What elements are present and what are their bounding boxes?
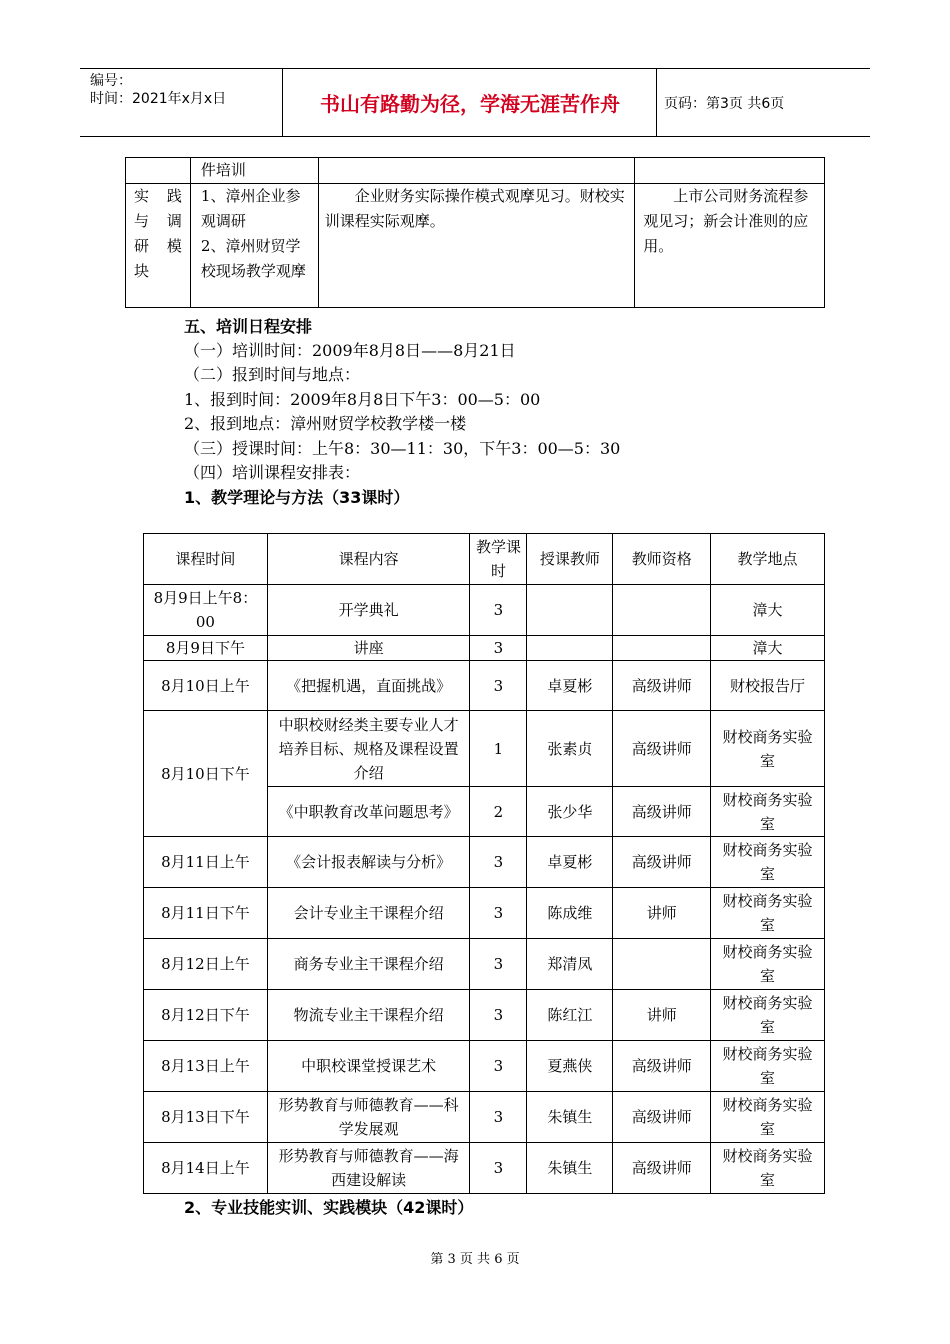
- cell-hours: 1: [470, 711, 527, 787]
- schedule-line: （一）培训时间：2009年8月8日——8月21日: [184, 341, 516, 360]
- module-label: 实 践 与 调 研 模 块: [134, 187, 182, 280]
- cell-time: 8月10日下午: [144, 711, 268, 837]
- cell-teacher: 张少华: [527, 787, 613, 837]
- cell-hours: 3: [470, 1041, 527, 1092]
- cell-place: 财校商务实验室: [711, 837, 825, 888]
- cell-content: 物流专业主干课程介绍: [267, 990, 470, 1041]
- continued-table: [125, 157, 825, 308]
- header-divider-1: [282, 68, 283, 136]
- column-header: 课程内容: [267, 534, 470, 585]
- cell-content: 《会计报表解读与分析》: [267, 837, 470, 888]
- cell-teacher: [527, 585, 613, 636]
- cell-hours: 2: [470, 787, 527, 837]
- cell-hours: 3: [470, 939, 527, 990]
- cell-place: 漳大: [711, 585, 825, 636]
- cell-teacher: 陈红江: [527, 990, 613, 1041]
- cell-qualification: 高级讲师: [613, 837, 711, 888]
- table-row: [144, 888, 825, 939]
- table-row: [144, 1041, 825, 1092]
- cell-teacher: 陈成维: [527, 888, 613, 939]
- cell-time: 8月10日上午: [144, 661, 268, 711]
- cell-content: 形势教育与师德教育——海西建设解读: [267, 1143, 470, 1194]
- cell-teacher: 朱镇生: [527, 1143, 613, 1194]
- table-cell: [635, 184, 825, 308]
- table-row: [144, 1143, 825, 1194]
- cell-time: 8月14日上午: [144, 1143, 268, 1194]
- cell-place: 财校商务实验室: [711, 1092, 825, 1143]
- table-row: [126, 184, 825, 308]
- column-header: 教师资格: [613, 534, 711, 585]
- table-row: [144, 636, 825, 661]
- cell-qualification: 高级讲师: [613, 1143, 711, 1194]
- cell-qualification: 讲师: [613, 990, 711, 1041]
- cell-place: 财校商务实验室: [711, 711, 825, 787]
- cell-time: 8月9日下午: [144, 636, 268, 661]
- cell-teacher: 郑清凤: [527, 939, 613, 990]
- cell-text: 件培训: [200, 161, 246, 179]
- schedule-line: （二）报到时间与地点：: [184, 365, 361, 384]
- cell-qualification: [613, 939, 711, 990]
- table-row: [144, 711, 825, 787]
- table-row: [144, 990, 825, 1041]
- cell-hours: 3: [470, 636, 527, 661]
- list-item: 1、漳州企业参观调研: [200, 187, 301, 230]
- cell-qualification: [613, 585, 711, 636]
- column-header: 授课教师: [527, 534, 613, 585]
- table-cell: [126, 158, 191, 184]
- cell-content: 《把握机遇，直面挑战》: [267, 661, 470, 711]
- subsection-title: 2、专业技能实训、实践模块（42课时）: [184, 1198, 474, 1217]
- cell-hours: 3: [470, 1143, 527, 1194]
- cell-hours: 3: [470, 1092, 527, 1143]
- cell-hours: 3: [470, 837, 527, 888]
- column-header: 课程时间: [144, 534, 268, 585]
- cell-content: 中职校财经类主要专业人才培养目标、规格及课程设置介绍: [267, 711, 470, 787]
- table-header-row: [144, 534, 825, 585]
- header-number: 编号：: [90, 73, 132, 89]
- header-divider-2: [656, 68, 657, 136]
- cell-teacher: 卓夏彬: [527, 661, 613, 711]
- cell-time: 8月11日上午: [144, 837, 268, 888]
- cell-teacher: 夏燕侠: [527, 1041, 613, 1092]
- schedule-line: （三）授课时间：上午8：30—11：30，下午3：00—5：30: [184, 439, 621, 458]
- subsection-title: 1、教学理论与方法（33课时）: [184, 488, 410, 507]
- cell-place: 财校商务实验室: [711, 787, 825, 837]
- cell-text: 企业财务实际操作模式观摩见习。财校实训课程实际观摩。: [324, 187, 625, 230]
- cell-content: 中职校课堂授课艺术: [267, 1041, 470, 1092]
- cell-time: 8月13日下午: [144, 1092, 268, 1143]
- header-bottom-rule: [80, 136, 870, 137]
- cell-content: 商务专业主干课程介绍: [267, 939, 470, 990]
- cell-place: 财校商务实验室: [711, 939, 825, 990]
- list-item: 2、漳州财贸学校现场教学观摩: [200, 237, 306, 280]
- table-cell: [635, 158, 825, 184]
- cell-time: 8月12日下午: [144, 990, 268, 1041]
- table-cell: [190, 184, 318, 308]
- cell-text: 上市公司财务流程参观见习；新会计准则的应用。: [643, 187, 809, 255]
- cell-content: 开学典礼: [267, 585, 470, 636]
- header-time: 时间：2021年x月x日: [90, 91, 227, 107]
- cell-content: 讲座: [267, 636, 470, 661]
- cell-time: 8月11日下午: [144, 888, 268, 939]
- page-footer: 第 3 页 共 6 页: [430, 1252, 520, 1267]
- cell-teacher: 卓夏彬: [527, 837, 613, 888]
- column-header: 教学课时: [470, 534, 527, 585]
- cell-place: 财校商务实验室: [711, 990, 825, 1041]
- cell-qualification: 高级讲师: [613, 661, 711, 711]
- header-page-number: 页码：第3页 共6页: [664, 96, 785, 112]
- table-cell: [190, 158, 318, 184]
- column-header: 教学地点: [711, 534, 825, 585]
- cell-qualification: 讲师: [613, 888, 711, 939]
- cell-qualification: 高级讲师: [613, 1092, 711, 1143]
- cell-place: 财校商务实验室: [711, 1041, 825, 1092]
- cell-qualification: 高级讲师: [613, 787, 711, 837]
- course-schedule-table: [143, 533, 825, 1194]
- cell-teacher: 朱镇生: [527, 1092, 613, 1143]
- header-left-block: [90, 72, 226, 108]
- cell-teacher: [527, 636, 613, 661]
- header-motto: 书山有路勤为径，学海无涯苦作舟: [320, 91, 620, 116]
- cell-content: 《中职教育改革问题思考》: [267, 787, 470, 837]
- table-row: [144, 661, 825, 711]
- table-row: [144, 837, 825, 888]
- table-row: [144, 939, 825, 990]
- section-title: 五、培训日程安排: [184, 317, 313, 336]
- schedule-line: 2、报到地点：漳州财贸学校教学楼一楼: [184, 414, 467, 433]
- cell-place: 财校商务实验室: [711, 1143, 825, 1194]
- table-row: [144, 1092, 825, 1143]
- cell-place: 财校报告厅: [711, 661, 825, 711]
- table-row: [144, 585, 825, 636]
- cell-hours: 3: [470, 990, 527, 1041]
- cell-teacher: 张素贞: [527, 711, 613, 787]
- table-cell: [318, 158, 634, 184]
- cell-qualification: 高级讲师: [613, 711, 711, 787]
- cell-time: 8月13日上午: [144, 1041, 268, 1092]
- table-cell: [318, 184, 634, 308]
- schedule-line: 1、报到时间：2009年8月8日下午3：00—5：00: [184, 390, 541, 409]
- cell-time: 8月12日上午: [144, 939, 268, 990]
- cell-content: 会计专业主干课程介绍: [267, 888, 470, 939]
- schedule-line: （四）培训课程安排表：: [184, 463, 361, 482]
- cell-time: 8月9日上午8：00: [144, 585, 268, 636]
- cell-hours: 3: [470, 888, 527, 939]
- cell-content: 形势教育与师德教育——科学发展观: [267, 1092, 470, 1143]
- cell-place: 漳大: [711, 636, 825, 661]
- cell-qualification: 高级讲师: [613, 1041, 711, 1092]
- cell-place: 财校商务实验室: [711, 888, 825, 939]
- cell-hours: 3: [470, 661, 527, 711]
- table-cell: [126, 184, 191, 308]
- table-row: [126, 158, 825, 184]
- cell-qualification: [613, 636, 711, 661]
- cell-hours: 3: [470, 585, 527, 636]
